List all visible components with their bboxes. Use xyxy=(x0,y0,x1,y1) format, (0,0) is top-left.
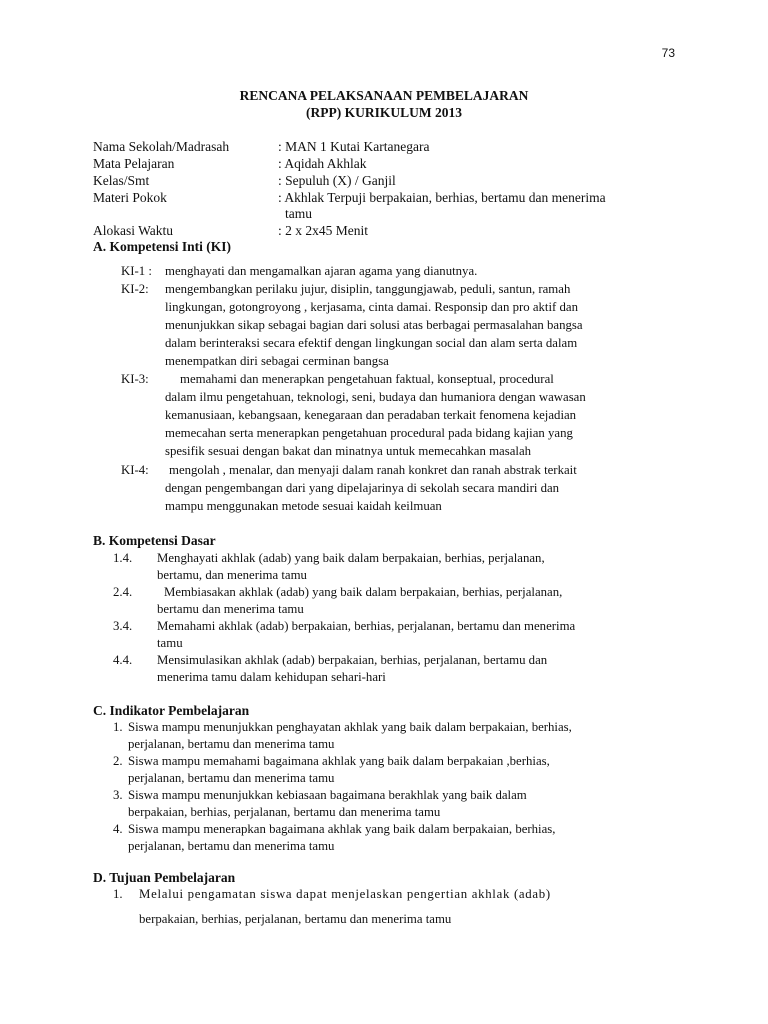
identity-label: Mata Pelajaran xyxy=(93,156,175,171)
ki-text-line: menempatkan diri sebagai cerminan bangsa xyxy=(165,354,389,368)
identity-value: : Aqidah Akhlak xyxy=(278,156,367,171)
kd-text-line: Mensimulasikan akhlak (adab) berpakaian, berhias, perjalanan, bertamu dan xyxy=(157,653,548,667)
indicator-text-line: Siswa mampu menunjukkan kebiasaan bagaimana berakhlak yang baik dalam xyxy=(128,788,527,802)
indicator-text-line: Siswa mampu memahami bagaimana akhlak yang baik dalam berpakaian ,berhias, xyxy=(128,754,550,768)
objective-text-line: berpakaian, berhias, perjalanan, bertamu dan menerima tamu xyxy=(139,912,452,926)
section-d-heading: D. Tujuan Pembelajaran xyxy=(93,870,236,885)
indicator-number: 1. xyxy=(113,720,123,734)
ki-text-line: dalam berinteraksi secara efektif dengan lingkungan social dan alam serta dalam xyxy=(165,336,578,350)
ki-label: KI-4: xyxy=(121,463,149,477)
identity-label: Alokasi Waktu xyxy=(93,223,174,238)
identity-value: : MAN 1 Kutai Kartanegara xyxy=(278,139,430,154)
document-title: RENCANA PELAKSANAAN PEMBELAJARAN xyxy=(239,88,529,103)
ki-text-line: spesifik sesuai dengan bakat dan minatnya untuk memecahkan masalah xyxy=(165,444,532,458)
identity-label: Kelas/Smt xyxy=(93,173,150,188)
section-a-heading: A. Kompetensi Inti (KI) xyxy=(93,239,231,254)
ki-label: KI-2: xyxy=(121,282,149,296)
document-subtitle: (RPP) KURIKULUM 2013 xyxy=(306,105,462,120)
section-c-heading: C. Indikator Pembelajaran xyxy=(93,703,250,718)
identity-value-continued: tamu xyxy=(285,206,312,221)
identity-label: Nama Sekolah/Madrasah xyxy=(93,139,230,154)
kd-text-line: tamu xyxy=(157,636,183,650)
kd-text-line: Menghayati akhlak (adab) yang baik dalam berpakaian, berhias, perjalanan, xyxy=(157,551,545,565)
indicator-text-line: perjalanan, bertamu dan menerima tamu xyxy=(128,737,335,751)
kd-text-line: bertamu, dan menerima tamu xyxy=(157,568,307,582)
identity-label: Materi Pokok xyxy=(93,190,167,205)
identity-value: : Akhlak Terpuji berpakaian, berhias, bertamu dan menerima xyxy=(278,190,606,205)
ki-text-line: memahami dan menerapkan pengetahuan faktual, konseptual, procedural xyxy=(180,372,554,386)
indicator-text-line: perjalanan, bertamu dan menerima tamu xyxy=(128,839,335,853)
page-number: 73 xyxy=(661,46,675,60)
ki-text-line: lingkungan, gotongroyong , kerjasama, cinta damai. Responsip dan pro aktif dan xyxy=(165,300,578,314)
kd-text-line: menerima tamu dalam kehidupan sehari-hari xyxy=(157,670,386,684)
ki-text-line: mampu menggunakan metode sesuai kaidah keilmuan xyxy=(165,499,442,513)
ki-text-line: menghayati dan mengamalkan ajaran agama yang dianutnya. xyxy=(165,264,478,278)
identity-value: : Sepuluh (X) / Ganjil xyxy=(278,173,396,188)
indicator-text-line: berpakaian, berhias, perjalanan, bertamu dan menerima tamu xyxy=(128,805,441,819)
ki-text-line: menunjukkan sikap sebagai bagian dari solusi atas berbagai permasalahan bangsa xyxy=(165,318,583,332)
ki-label: KI-1 : xyxy=(121,264,152,278)
ki-text-line: mengolah , menalar, dan menyaji dalam ranah konkret dan ranah abstrak terkait xyxy=(169,463,577,477)
objective-text-line: Melalui pengamatan siswa dapat menjelaskan pengertian akhlak (adab) xyxy=(139,887,551,901)
ki-text-line: memecahan serta menerapkan pengetahuan procedural pada bidang kajian yang xyxy=(165,426,573,440)
kd-number: 3.4. xyxy=(113,619,133,633)
indicator-number: 4. xyxy=(113,822,123,836)
indicator-number: 2. xyxy=(113,754,123,768)
kd-text-line: Memahami akhlak (adab) berpakaian, berhias, perjalanan, bertamu dan menerima xyxy=(157,619,576,633)
kd-number: 1.4. xyxy=(113,551,133,565)
indicator-text-line: Siswa mampu menerapkan bagaimana akhlak yang baik dalam berpakaian, berhias, xyxy=(128,822,556,836)
indicator-number: 3. xyxy=(113,788,123,802)
ki-text-line: mengembangkan perilaku jujur, disiplin, tanggungjawab, peduli, santun, ramah xyxy=(165,282,571,296)
ki-text-line: dengan pengembangan dari yang dipelajarinya di sekolah secara mandiri dan xyxy=(165,481,560,495)
indicator-text-line: perjalanan, bertamu dan menerima tamu xyxy=(128,771,335,785)
kd-text-line: bertamu dan menerima tamu xyxy=(157,602,304,616)
ki-text-line: kemanusiaan, kebangsaan, kenegaraan dan peradaban terkait fenomena kejadian xyxy=(165,408,577,422)
ki-text-line: dalam ilmu pengetahuan, teknologi, seni, budaya dan humaniora dengan wawasan xyxy=(165,390,586,404)
indicator-text-line: Siswa mampu menunjukkan penghayatan akhlak yang baik dalam berpakaian, berhias, xyxy=(128,720,572,734)
ki-label: KI-3: xyxy=(121,372,149,386)
identity-value: : 2 x 2x45 Menit xyxy=(278,223,368,238)
section-b-heading: B. Kompetensi Dasar xyxy=(93,533,216,548)
kd-text-line: Membiasakan akhlak (adab) yang baik dalam berpakaian, berhias, perjalanan, xyxy=(164,585,563,599)
objective-number: 1. xyxy=(113,887,123,901)
kd-number: 4.4. xyxy=(113,653,133,667)
kd-number: 2.4. xyxy=(113,585,133,599)
